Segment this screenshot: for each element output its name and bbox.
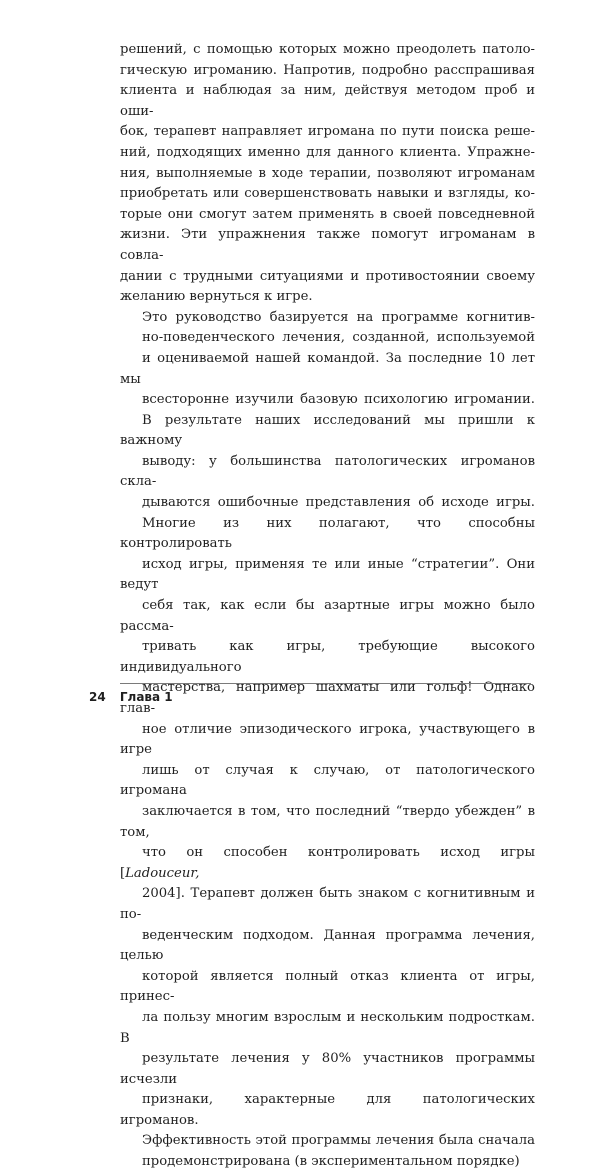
paragraph-2 (120, 308, 535, 1173)
page-footer (89, 690, 173, 704)
chapter-label: Глава 1 (119, 690, 173, 704)
paragraph-1 (120, 40, 535, 308)
text-line: результате лечения у 80% участников программы исчезли (120, 1051, 535, 1087)
text-line: желанию вернуться к игре. (120, 289, 313, 305)
body-text (120, 40, 535, 1173)
text-line: 2004]. Терапевт должен быть знаком с когнитивным и по- (120, 886, 535, 922)
text-line: решений, с помощью которых можно преодолеть патоло- (120, 42, 535, 57)
text-line: Многие из них полагают, что способны контролировать (120, 515, 535, 552)
text-line: ное отличие эпизодического игрока, участвующего в игре (120, 721, 535, 758)
text-line: тривать как игры, требующие высокого индивидуального (120, 639, 535, 675)
text-line: бок, терапевт направляет игромана по пути поиска реше- (120, 124, 535, 140)
text-line: жизни. Эти упражнения также помогут игроманам в совла- (120, 227, 535, 263)
text-line: приобретать или совершенствовать навыки и взгляды, ко- (120, 186, 535, 202)
text-line: В результате наших исследований мы пришли к важному (120, 412, 535, 449)
text-line: клиента и наблюдая за ним, действуя методом проб и оши- (120, 83, 535, 119)
text-line: гическую игроманию. Напротив, подробно расспрашивая (120, 62, 535, 78)
text-line: мастерства, например шахматы или гольф! Однако глав- (120, 680, 535, 716)
page-number: 24 (89, 690, 106, 704)
text-line: веденческим подходом. Данная программа лечения, целью (120, 927, 535, 964)
text-line: исход игры, применяя те или иные “стратегии”. Они ведут (120, 556, 535, 593)
text-line: заключается в том, что последний “твердо убежден” в том, (120, 803, 535, 840)
text-line: но-поведенческого лечения, созданной, используемой (142, 330, 535, 346)
text-line: продемонстрирована (в экспериментальном порядке) (142, 1154, 520, 1170)
text-line: ла пользу многим взрослым и нескольким подросткам. В (120, 1009, 535, 1046)
text-line: и оцениваемой нашей командой. За последние 10 лет мы (120, 350, 535, 387)
text-line: лишь от случая к случаю, от патологического игромана (120, 762, 535, 799)
text-line: себя так, как если бы азартные игры можно было рассма- (120, 598, 535, 634)
text-line: признаки, характерные для патологических игроманов. (120, 1092, 535, 1128)
text-line: Эффективность этой программы лечения была сначала (142, 1133, 535, 1149)
text-line: дываются ошибочные представления об исходе игры. (142, 495, 535, 511)
footer-divider (120, 683, 531, 684)
text-line: ний, подходящих именно для данного клиента. Упражне- (120, 144, 535, 160)
text-line: дании с трудными ситуациями и противостоянии своему (120, 268, 535, 284)
text-line: ния, выполняемые в ходе терапии, позволяют игроманам (120, 165, 535, 181)
text-line: торые они смогут затем применять в своей повседневной (120, 206, 535, 222)
text-line: Это руководство базируется на программе когнитив- (142, 309, 535, 325)
text-line: всесторонне изучили базовую психологию игромании. (142, 392, 535, 408)
text-line: которой является полный отказ клиента от игры, принес- (120, 968, 535, 1005)
text-line: что он способен контролировать исход игры [Ladouceur, (120, 845, 535, 881)
text-line: выводу: у большинства патологических игроманов скла- (120, 453, 535, 490)
